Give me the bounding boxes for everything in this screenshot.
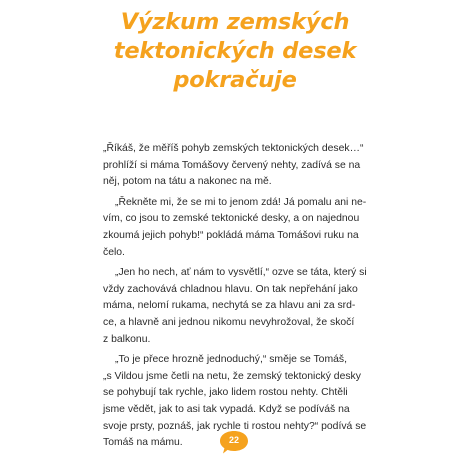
story-text [103, 141, 383, 456]
text-line: svoje prsty, poznáš, jak rychle ti rostou nehty?“ podívá se [103, 420, 367, 432]
text-line: ce, a hlavně ani jednou nikomu nevyhrožoval, že skočí [103, 316, 355, 328]
text-line: se pohybují tak rychle, jako lidem rostou nehty. Chtěli [103, 387, 348, 399]
page-number-badge [218, 428, 250, 456]
text-line: „Řekněte mi, že se mi to jenom zdá! Já pomalu ani ne- [115, 196, 367, 208]
chapter-title [100, 8, 370, 95]
text-line: „To je přece hrozně jednoduchý,“ směje se Tomáš, [115, 354, 347, 366]
text-line: „Jen ho nech, ať nám to vysvětlí,“ ozve se táta, který si [115, 267, 367, 279]
text-line: vždy zachovává chladnou hlavu. On tak nepřehání jako [103, 283, 358, 295]
paragraph-1 [103, 141, 383, 191]
text-line: prohlíží si máma Tomášovy červený nehty, zadívá se na [103, 159, 361, 171]
text-line: máma, nelomí rukama, nechytá se za hlavu ani za srd- [103, 300, 356, 312]
text-line: zkoumá jejich pohyb!“ pokládá máma Tomášovi ruku na [103, 229, 359, 241]
text-line: Tomáš na mámu. [103, 437, 183, 449]
page-number: 22 [228, 435, 239, 445]
paragraph-3 [103, 265, 383, 348]
chapter-title-line-2: tektonických desek [113, 38, 357, 64]
text-line: „Říkáš, že měříš pohyb zemských tektonických desek…“ [103, 143, 364, 154]
text-line: z balkonu. [103, 333, 151, 345]
text-line: něj, potom na tátu a nakonec na mě. [103, 176, 272, 188]
text-line: čelo. [103, 246, 125, 258]
chapter-title-line-3: pokračuje [173, 67, 297, 93]
text-line: „s Vildou jsme četli na netu, že zemský tektonický desky [103, 370, 361, 382]
text-line: jsme vědět, jak to asi tak vypadá. Když se podíváš na [103, 403, 350, 415]
chapter-title-line-1: Výzkum zemských [120, 9, 350, 35]
paragraph-2 [103, 195, 383, 261]
text-line: vím, co jsou to zemské tektonické desky, a on najednou [103, 213, 360, 225]
